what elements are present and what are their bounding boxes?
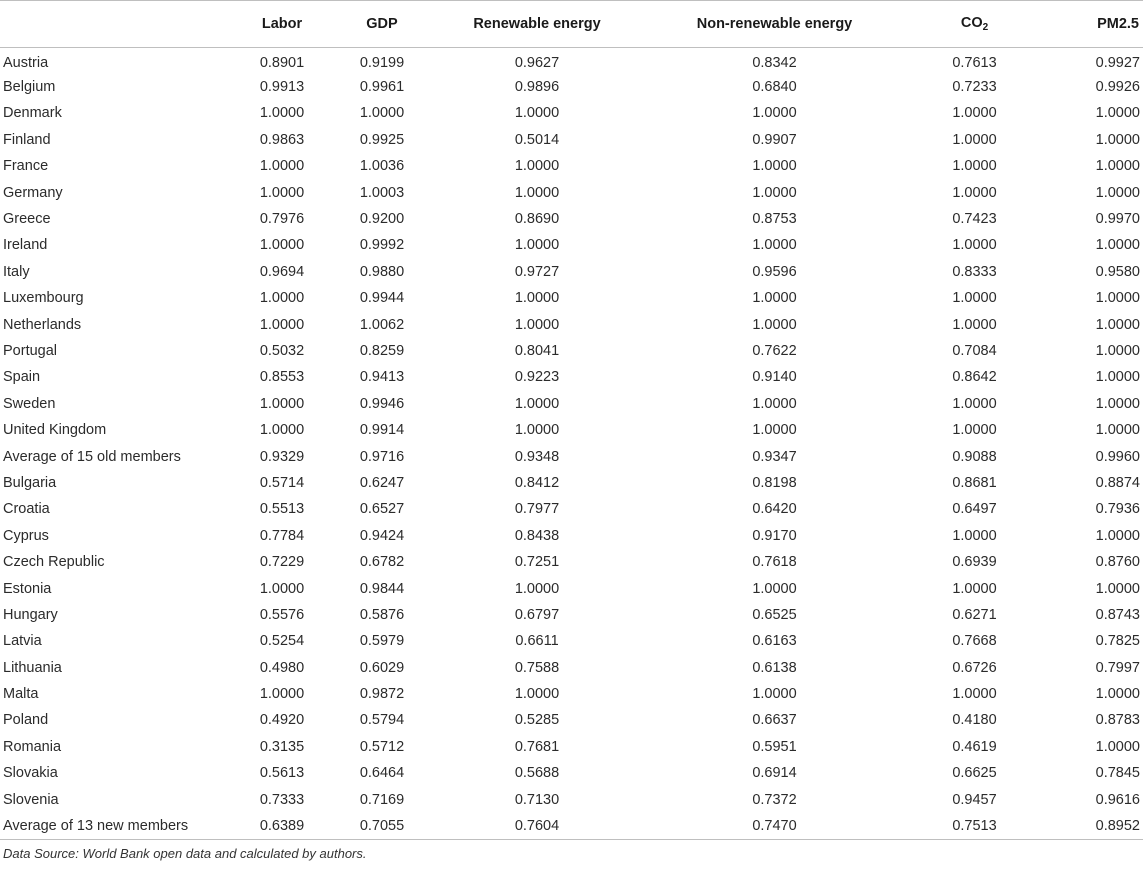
cell-gdp: 0.9872 [359,686,405,703]
row-label: Bulgaria [3,474,57,491]
cell-co2: 0.4180 [952,712,997,729]
cell-gdp: 0.9946 [359,395,405,412]
row-label: Portugal [3,342,58,359]
table-row [0,496,1143,522]
cell-co2: 1.0000 [952,580,997,597]
table-row [0,628,1143,654]
cell-gdp: 1.0062 [359,316,405,333]
cell-non-renewable-energy: 0.6840 [752,79,797,96]
row-label: Malta [3,686,39,703]
cell-renewable-energy: 0.5014 [514,131,560,148]
cell-pm25: 0.7845 [1095,765,1140,782]
cell-labor: 0.7333 [259,791,305,808]
cell-pm25: 0.8783 [1095,712,1140,729]
cell-renewable-energy: 1.0000 [514,184,560,201]
cell-pm25: 1.0000 [1095,342,1140,359]
cell-non-renewable-energy: 0.6914 [752,765,797,782]
cell-non-renewable-energy: 0.9596 [752,263,797,280]
cell-pm25: 0.7936 [1095,501,1140,518]
cell-non-renewable-energy: 1.0000 [752,158,797,175]
cell-renewable-energy: 0.8412 [514,474,560,491]
table-row [0,549,1143,575]
cell-gdp: 0.9200 [359,211,405,228]
row-label: Average of 15 old members [3,448,181,465]
table-header [0,1,1143,48]
cell-gdp: 0.9992 [359,237,405,254]
cell-pm25: 0.9960 [1095,448,1140,465]
cell-labor: 0.8553 [259,369,305,386]
cell-pm25: 1.0000 [1095,738,1140,755]
row-label: Lithuania [3,659,62,676]
cell-renewable-energy: 0.5285 [514,712,560,729]
cell-labor: 0.4920 [259,712,305,729]
cell-co2: 0.9457 [952,791,997,808]
cell-labor: 1.0000 [259,686,305,703]
cell-co2: 0.8681 [952,474,997,491]
row-label: Luxembourg [3,290,84,307]
row-label: Netherlands [3,316,82,333]
cell-non-renewable-energy: 0.7372 [752,791,797,808]
cell-renewable-energy: 1.0000 [514,316,560,333]
cell-gdp: 0.7169 [359,791,405,808]
cell-pm25: 0.9580 [1095,263,1140,280]
header-co2-subscript: 2 [982,22,989,33]
row-label: Ireland [3,237,48,254]
header-non-renewable-energy: Non-renewable energy [642,1,907,48]
table-row [0,232,1143,258]
row-label: Belgium [3,79,56,96]
table-body [0,48,1143,840]
cell-labor: 1.0000 [259,237,305,254]
row-label: Slovenia [3,791,59,808]
cell-labor: 0.7976 [259,211,305,228]
row-label: Finland [3,131,51,148]
cell-labor: 0.5714 [259,474,305,491]
header-co2-base: CO [960,15,983,31]
row-label: United Kingdom [3,422,107,439]
cell-labor: 0.9329 [259,448,305,465]
table-row [0,127,1143,153]
cell-gdp: 0.9199 [359,54,405,71]
cell-gdp: 0.6029 [359,659,405,676]
cell-renewable-energy: 0.6611 [515,633,559,650]
cell-labor: 0.3135 [259,738,305,755]
cell-co2: 1.0000 [952,395,997,412]
cell-pm25: 0.9616 [1095,791,1140,808]
cell-labor: 1.0000 [259,105,305,122]
cell-non-renewable-energy: 0.6637 [752,712,797,729]
cell-renewable-energy: 0.9727 [514,263,560,280]
cell-pm25: 1.0000 [1095,316,1140,333]
cell-pm25: 1.0000 [1095,580,1140,597]
table-row [0,760,1143,786]
cell-non-renewable-energy: 0.6163 [752,633,797,650]
cell-co2: 0.7513 [907,813,1042,839]
cell-labor: 1.0000 [259,580,305,597]
cell-pm25: 0.8760 [1095,554,1140,571]
cell-renewable-energy: 0.8041 [514,342,560,359]
cell-renewable-energy: 0.9896 [514,79,560,96]
cell-pm25: 1.0000 [1095,237,1140,254]
cell-pm25: 0.9926 [1095,79,1140,96]
cell-gdp: 0.5979 [359,633,405,650]
cell-co2: 0.6497 [952,501,997,518]
cell-renewable-energy: 0.6797 [514,606,560,623]
cell-non-renewable-energy: 0.9170 [752,527,797,544]
row-label: Germany [3,184,63,201]
cell-co2: 0.7668 [952,633,997,650]
cell-renewable-energy: 1.0000 [514,422,560,439]
table-row [0,48,1143,74]
cell-labor: 0.4980 [259,659,305,676]
cell-gdp: 0.9914 [359,422,405,439]
cell-labor: 1.0000 [259,395,305,412]
cell-non-renewable-energy: 0.8753 [752,211,797,228]
header-pm25: PM2.5 [1042,1,1143,48]
table-row [0,74,1143,100]
cell-pm25: 0.9970 [1095,211,1140,228]
cell-gdp: 0.5794 [359,712,405,729]
data-source-footnote: Data Source: World Bank open data and calculated by authors. [3,845,367,861]
cell-non-renewable-energy: 1.0000 [752,316,797,333]
row-label: Italy [3,263,30,280]
cell-gdp: 0.9961 [359,79,405,96]
cell-pm25: 1.0000 [1095,184,1140,201]
cell-non-renewable-energy: 1.0000 [752,290,797,307]
cell-gdp: 0.6247 [359,474,405,491]
cell-labor: 0.5254 [259,633,305,650]
header-gdp: GDP [332,1,432,48]
cell-renewable-energy: 0.8690 [514,211,560,228]
cell-gdp: 0.9716 [359,448,405,465]
row-label: Hungary [3,606,58,623]
cell-pm25: 1.0000 [1095,369,1140,386]
cell-renewable-energy: 0.9627 [514,54,560,71]
table-row [0,338,1143,364]
cell-gdp: 0.9413 [359,369,405,386]
cell-labor: 1.0000 [259,290,305,307]
table-row [0,259,1143,285]
row-label: Romania [3,738,62,755]
table-row [0,285,1143,311]
cell-gdp: 0.6782 [359,554,405,571]
cell-non-renewable-energy: 0.9907 [752,131,797,148]
header-country [0,1,232,48]
table-row [0,813,1143,839]
cell-co2: 0.4619 [952,738,997,755]
table-row [0,206,1143,232]
header-labor: Labor [232,1,332,48]
table-row [0,575,1143,601]
cell-non-renewable-energy: 1.0000 [752,184,797,201]
cell-renewable-energy: 0.7251 [514,554,560,571]
cell-co2: 1.0000 [952,422,997,439]
row-label: Denmark [3,105,62,122]
cell-co2: 1.0000 [952,316,997,333]
cell-labor: 1.0000 [259,422,305,439]
cell-labor: 0.9913 [259,79,305,96]
cell-renewable-energy: 0.7681 [514,738,560,755]
cell-co2: 1.0000 [952,290,997,307]
cell-non-renewable-energy: 0.6525 [752,606,797,623]
cell-gdp: 0.9925 [359,131,405,148]
cell-non-renewable-energy: 1.0000 [752,422,797,439]
cell-renewable-energy: 0.7977 [514,501,560,518]
cell-pm25: 1.0000 [1095,158,1140,175]
cell-co2: 0.6271 [952,606,997,623]
cell-non-renewable-energy: 0.8342 [752,54,797,71]
row-label: Czech Republic [3,554,105,571]
row-label: Estonia [3,580,52,597]
row-label: Spain [3,369,41,386]
cell-labor: 0.9863 [259,131,305,148]
cell-pm25: 1.0000 [1095,131,1140,148]
cell-gdp: 0.9844 [359,580,405,597]
cell-pm25: 1.0000 [1095,686,1140,703]
cell-renewable-energy: 1.0000 [514,686,560,703]
cell-co2: 1.0000 [952,158,997,175]
cell-labor: 0.7229 [259,554,305,571]
cell-pm25: 0.8874 [1095,474,1140,491]
cell-non-renewable-energy: 1.0000 [752,395,797,412]
cell-gdp: 0.6527 [359,501,405,518]
cell-pm25: 0.9927 [1095,54,1140,71]
header-co2 [907,1,1042,48]
row-label: Latvia [3,633,42,650]
cell-non-renewable-energy: 0.7470 [642,813,907,839]
cell-pm25: 0.7825 [1095,633,1140,650]
cell-non-renewable-energy: 0.6420 [752,501,797,518]
table-row [0,100,1143,126]
cell-gdp: 0.9880 [359,263,405,280]
cell-gdp: 0.7055 [332,813,432,839]
cell-co2: 0.9088 [952,448,997,465]
table-row [0,470,1143,496]
table-row [0,707,1143,733]
row-label: Sweden [3,395,56,412]
cell-co2: 1.0000 [952,686,997,703]
row-label: Average of 13 new members [0,813,232,839]
cell-labor: 1.0000 [259,316,305,333]
cell-labor: 0.5032 [259,342,305,359]
cell-labor: 0.8901 [259,54,305,71]
cell-co2: 0.6625 [952,765,997,782]
header-renewable-energy: Renewable energy [432,1,642,48]
cell-labor: 1.0000 [259,184,305,201]
row-label: Poland [3,712,49,729]
cell-renewable-energy: 0.7588 [514,659,560,676]
table-row [0,311,1143,337]
cell-pm25: 1.0000 [1095,290,1140,307]
cell-gdp: 0.9944 [359,290,405,307]
cell-non-renewable-energy: 1.0000 [752,105,797,122]
cell-pm25: 0.8743 [1095,606,1140,623]
cell-gdp: 1.0036 [359,158,405,175]
cell-co2: 1.0000 [952,184,997,201]
table-row [0,786,1143,812]
row-label: Croatia [3,501,50,518]
row-label: France [3,158,49,175]
cell-renewable-energy: 0.9223 [514,369,560,386]
cell-non-renewable-energy: 0.9140 [752,369,797,386]
cell-pm25: 0.8952 [1042,813,1143,839]
cell-renewable-energy: 0.9348 [514,448,560,465]
cell-non-renewable-energy: 0.7618 [752,554,797,571]
table-row [0,153,1143,179]
cell-gdp: 0.5876 [359,606,405,623]
cell-co2: 0.8642 [952,369,997,386]
cell-co2: 0.7613 [952,54,997,71]
cell-co2: 1.0000 [952,131,997,148]
cell-labor: 1.0000 [259,158,305,175]
cell-pm25: 0.7997 [1095,659,1140,676]
cell-renewable-energy: 0.8438 [514,527,560,544]
table-row [0,364,1143,390]
cell-non-renewable-energy: 1.0000 [752,237,797,254]
cell-co2: 0.7084 [952,342,997,359]
cell-co2: 1.0000 [952,237,997,254]
cell-co2: 0.7423 [952,211,997,228]
cell-non-renewable-energy: 0.9347 [752,448,797,465]
header-row [0,1,1143,48]
cell-gdp: 0.5712 [359,738,405,755]
cell-renewable-energy: 1.0000 [514,105,560,122]
cell-renewable-energy: 0.5688 [514,765,560,782]
row-label: Greece [3,211,51,228]
cell-pm25: 1.0000 [1095,422,1140,439]
cell-renewable-energy: 1.0000 [514,580,560,597]
cell-gdp: 1.0003 [359,184,405,201]
cell-renewable-energy: 1.0000 [514,237,560,254]
cell-co2: 1.0000 [952,527,997,544]
cell-gdp: 0.9424 [359,527,405,544]
cell-non-renewable-energy: 0.8198 [752,474,797,491]
cell-pm25: 1.0000 [1095,395,1140,412]
cell-labor: 0.5513 [259,501,305,518]
cell-renewable-energy: 0.7604 [432,813,642,839]
cell-co2: 0.7233 [952,79,997,96]
cell-gdp: 0.6464 [359,765,405,782]
cell-labor: 0.5576 [259,606,305,623]
table-row [0,417,1143,443]
cell-co2: 0.8333 [952,263,997,280]
cell-pm25: 1.0000 [1095,105,1140,122]
cell-labor: 0.6389 [232,813,332,839]
cell-non-renewable-energy: 0.6138 [752,659,797,676]
cell-labor: 0.7784 [259,527,305,544]
cell-co2: 0.6939 [952,554,997,571]
table-row [0,654,1143,680]
row-label: Austria [3,54,49,71]
table-row [0,681,1143,707]
cell-non-renewable-energy: 1.0000 [752,580,797,597]
table-row [0,179,1143,205]
cell-renewable-energy: 1.0000 [514,395,560,412]
cell-gdp: 1.0000 [359,105,405,122]
cell-pm25: 1.0000 [1095,527,1140,544]
cell-renewable-energy: 0.7130 [514,791,560,808]
cell-gdp: 0.8259 [359,342,405,359]
table-row [0,523,1143,549]
cell-co2: 1.0000 [952,105,997,122]
cell-renewable-energy: 1.0000 [514,290,560,307]
cell-non-renewable-energy: 1.0000 [752,686,797,703]
table-row [0,602,1143,628]
cell-labor: 0.5613 [259,765,305,782]
cell-renewable-energy: 1.0000 [514,158,560,175]
table-row [0,391,1143,417]
cell-labor: 0.9694 [259,263,305,280]
table-row [0,443,1143,469]
cell-non-renewable-energy: 0.5951 [752,738,797,755]
row-label: Cyprus [3,527,49,544]
row-label: Slovakia [3,765,58,782]
table-row [0,734,1143,760]
cell-non-renewable-energy: 0.7622 [752,342,797,359]
cell-co2: 0.6726 [952,659,997,676]
